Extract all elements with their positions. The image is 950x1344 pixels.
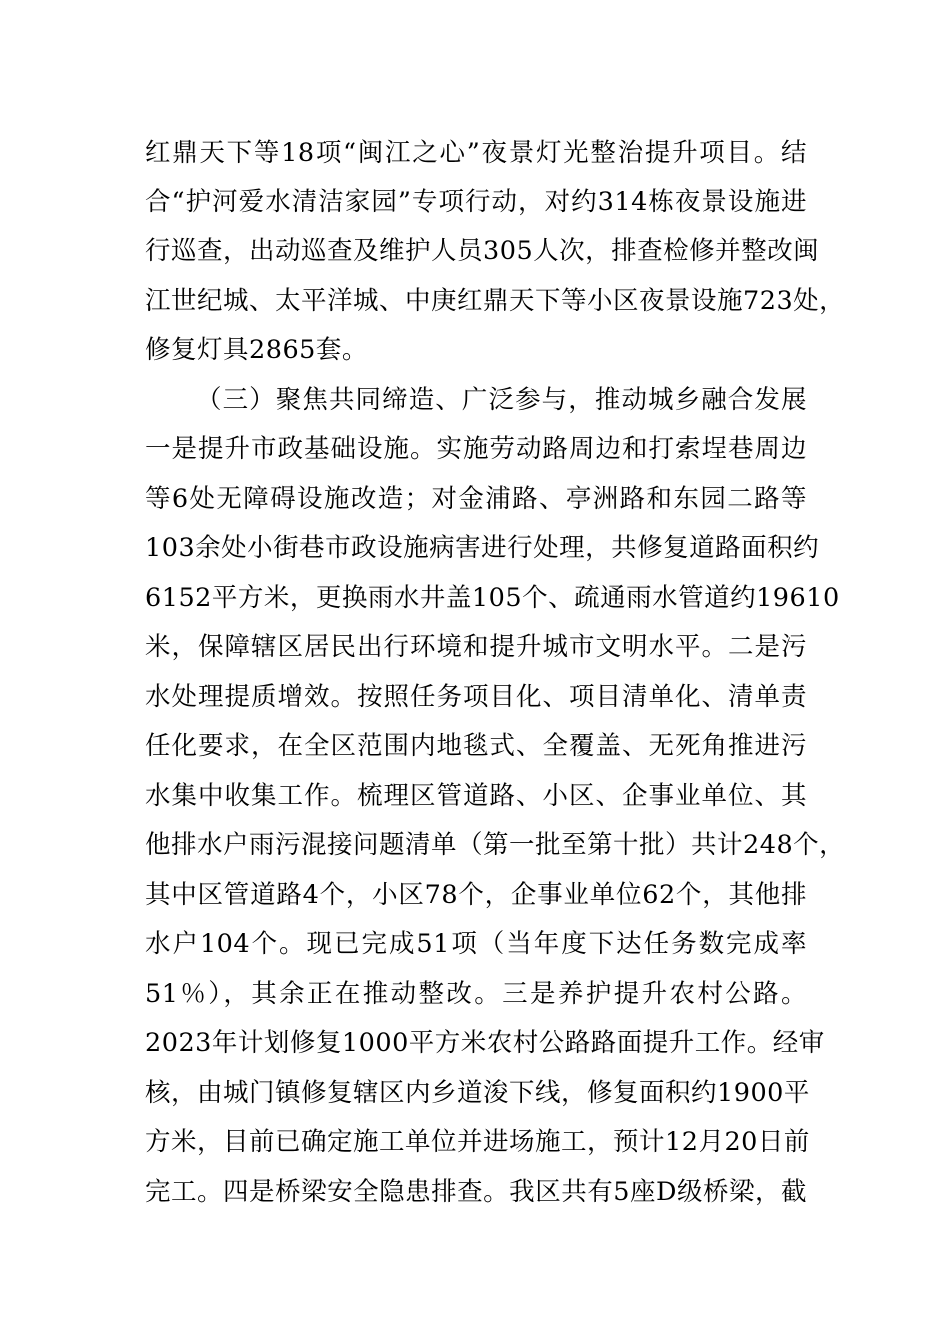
text-line: 任化要求，在全区范围内地毯式、全覆盖、无死角推进污 (145, 731, 807, 761)
text-line: 6152平方米，更换雨水井盖105个、疏通雨水管道约19610 (145, 583, 840, 613)
text-line: 红鼎天下等18项“闽江之心”夜景灯光整治提升项目。结 (145, 138, 807, 168)
text-line: 修复灯具2865套。 (145, 335, 368, 365)
text-line: 米，保障辖区居民出行环境和提升城市文明水平。二是污 (145, 632, 807, 662)
text-line: 核，由城门镇修复辖区内乡道浚下线，修复面积约1900平 (145, 1078, 810, 1108)
text-line: 他排水户雨污混接问题清单（第一批至第十批）共计248个， (145, 830, 846, 860)
text-line: 水集中收集工作。梳理区管道路、小区、企事业单位、其 (145, 781, 807, 811)
text-line: 合“护河爱水清洁家园”专项行动，对约314栋夜景设施进 (145, 187, 807, 217)
text-line: 水户104个。现已完成51项（当年度下达任务数完成率 (145, 929, 807, 959)
text-line: 水处理提质增效。按照任务项目化、项目清单化、清单责 (145, 682, 807, 712)
text-line: 方米，目前已确定施工单位并进场施工，预计12月20日前 (145, 1127, 810, 1157)
text-line: 2023年计划修复1000平方米农村公路路面提升工作。经审 (145, 1028, 825, 1058)
text-line: 其中区管道路4个，小区78个，企事业单位62个，其他排 (145, 880, 807, 910)
section-heading: （三）聚焦共同缔造、广泛参与，推动城乡融合发展 (196, 385, 807, 415)
text-line: 江世纪城、太平洋城、中庚红鼎天下等小区夜景设施723处， (145, 286, 846, 316)
text-line: 一是提升市政基础设施。实施劳动路周边和打索埕巷周边 (145, 434, 807, 464)
text-line: 等6处无障碍设施改造；对金浦路、亭洲路和东园二路等 (145, 484, 807, 514)
text-line: 行巡查，出动巡查及维护人员305人次，排查检修并整改闽 (145, 236, 820, 266)
text-line: 51％），其余正在推动整改。三是养护提升农村公路。 (145, 979, 807, 1009)
text-line: 103余处小街巷市政设施病害进行处理，共修复道路面积约 (145, 533, 820, 563)
text-line: 完工。四是桥梁安全隐患排查。我区共有5座D级桥梁，截 (145, 1177, 807, 1207)
